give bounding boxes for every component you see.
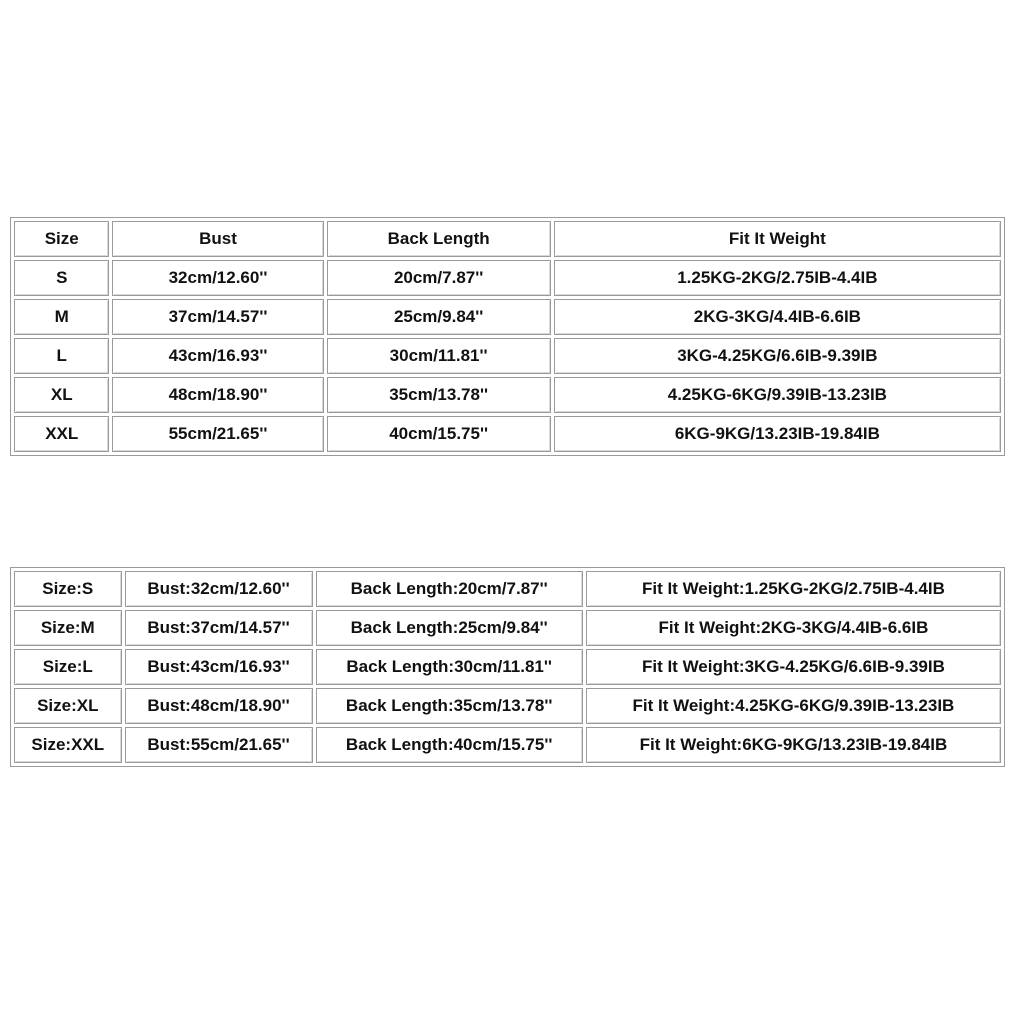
bust-cell: 32cm/12.60'' (112, 260, 323, 296)
fit-weight-cell: 1.25KG-2KG/2.75IB-4.4IB (554, 260, 1001, 296)
size-chart-table (10, 217, 1005, 456)
bust-cell: Bust:32cm/12.60'' (125, 571, 313, 607)
header-row (14, 221, 1001, 257)
bust-cell: Bust:55cm/21.65'' (125, 727, 313, 763)
header-bust: Bust (112, 221, 323, 257)
fit-weight-cell: 4.25KG-6KG/9.39IB-13.23IB (554, 377, 1001, 413)
back-length-cell: Back Length:25cm/9.84'' (316, 610, 583, 646)
back-length-cell: Back Length:40cm/15.75'' (316, 727, 583, 763)
fit-weight-cell: Fit It Weight:3KG-4.25KG/6.6IB-9.39IB (586, 649, 1001, 685)
table-row (14, 571, 1001, 607)
bust-cell: 43cm/16.93'' (112, 338, 323, 374)
table-row (14, 377, 1001, 413)
back-length-cell: Back Length:30cm/11.81'' (316, 649, 583, 685)
size-cell: Size:XL (14, 688, 122, 724)
size-cell: Size:L (14, 649, 122, 685)
back-length-cell: 25cm/9.84'' (327, 299, 551, 335)
bust-cell: Bust:48cm/18.90'' (125, 688, 313, 724)
table-row (14, 610, 1001, 646)
fit-weight-cell: Fit It Weight:4.25KG-6KG/9.39IB-13.23IB (586, 688, 1001, 724)
size-cell: Size:S (14, 571, 122, 607)
table-row (14, 260, 1001, 296)
fit-weight-cell: 3KG-4.25KG/6.6IB-9.39IB (554, 338, 1001, 374)
size-cell: M (14, 299, 109, 335)
fit-weight-cell: 2KG-3KG/4.4IB-6.6IB (554, 299, 1001, 335)
back-length-cell: 30cm/11.81'' (327, 338, 551, 374)
table-row (14, 727, 1001, 763)
fit-weight-cell: 6KG-9KG/13.23IB-19.84IB (554, 416, 1001, 452)
back-length-cell: 40cm/15.75'' (327, 416, 551, 452)
header-back-length: Back Length (327, 221, 551, 257)
size-chart-labeled-table (10, 567, 1005, 767)
bust-cell: Bust:43cm/16.93'' (125, 649, 313, 685)
back-length-cell: Back Length:35cm/13.78'' (316, 688, 583, 724)
table-row (14, 299, 1001, 335)
header-fit-weight: Fit It Weight (554, 221, 1001, 257)
bust-cell: Bust:37cm/14.57'' (125, 610, 313, 646)
size-cell: XXL (14, 416, 109, 452)
size-cell: L (14, 338, 109, 374)
size-cell: XL (14, 377, 109, 413)
table-row (14, 688, 1001, 724)
table-row (14, 338, 1001, 374)
back-length-cell: Back Length:20cm/7.87'' (316, 571, 583, 607)
fit-weight-cell: Fit It Weight:6KG-9KG/13.23IB-19.84IB (586, 727, 1001, 763)
table-row (14, 649, 1001, 685)
back-length-cell: 20cm/7.87'' (327, 260, 551, 296)
fit-weight-cell: Fit It Weight:1.25KG-2KG/2.75IB-4.4IB (586, 571, 1001, 607)
fit-weight-cell: Fit It Weight:2KG-3KG/4.4IB-6.6IB (586, 610, 1001, 646)
size-cell: Size:M (14, 610, 122, 646)
back-length-cell: 35cm/13.78'' (327, 377, 551, 413)
table-row (14, 416, 1001, 452)
header-size: Size (14, 221, 109, 257)
bust-cell: 48cm/18.90'' (112, 377, 323, 413)
bust-cell: 37cm/14.57'' (112, 299, 323, 335)
size-cell: S (14, 260, 109, 296)
bust-cell: 55cm/21.65'' (112, 416, 323, 452)
size-cell: Size:XXL (14, 727, 122, 763)
